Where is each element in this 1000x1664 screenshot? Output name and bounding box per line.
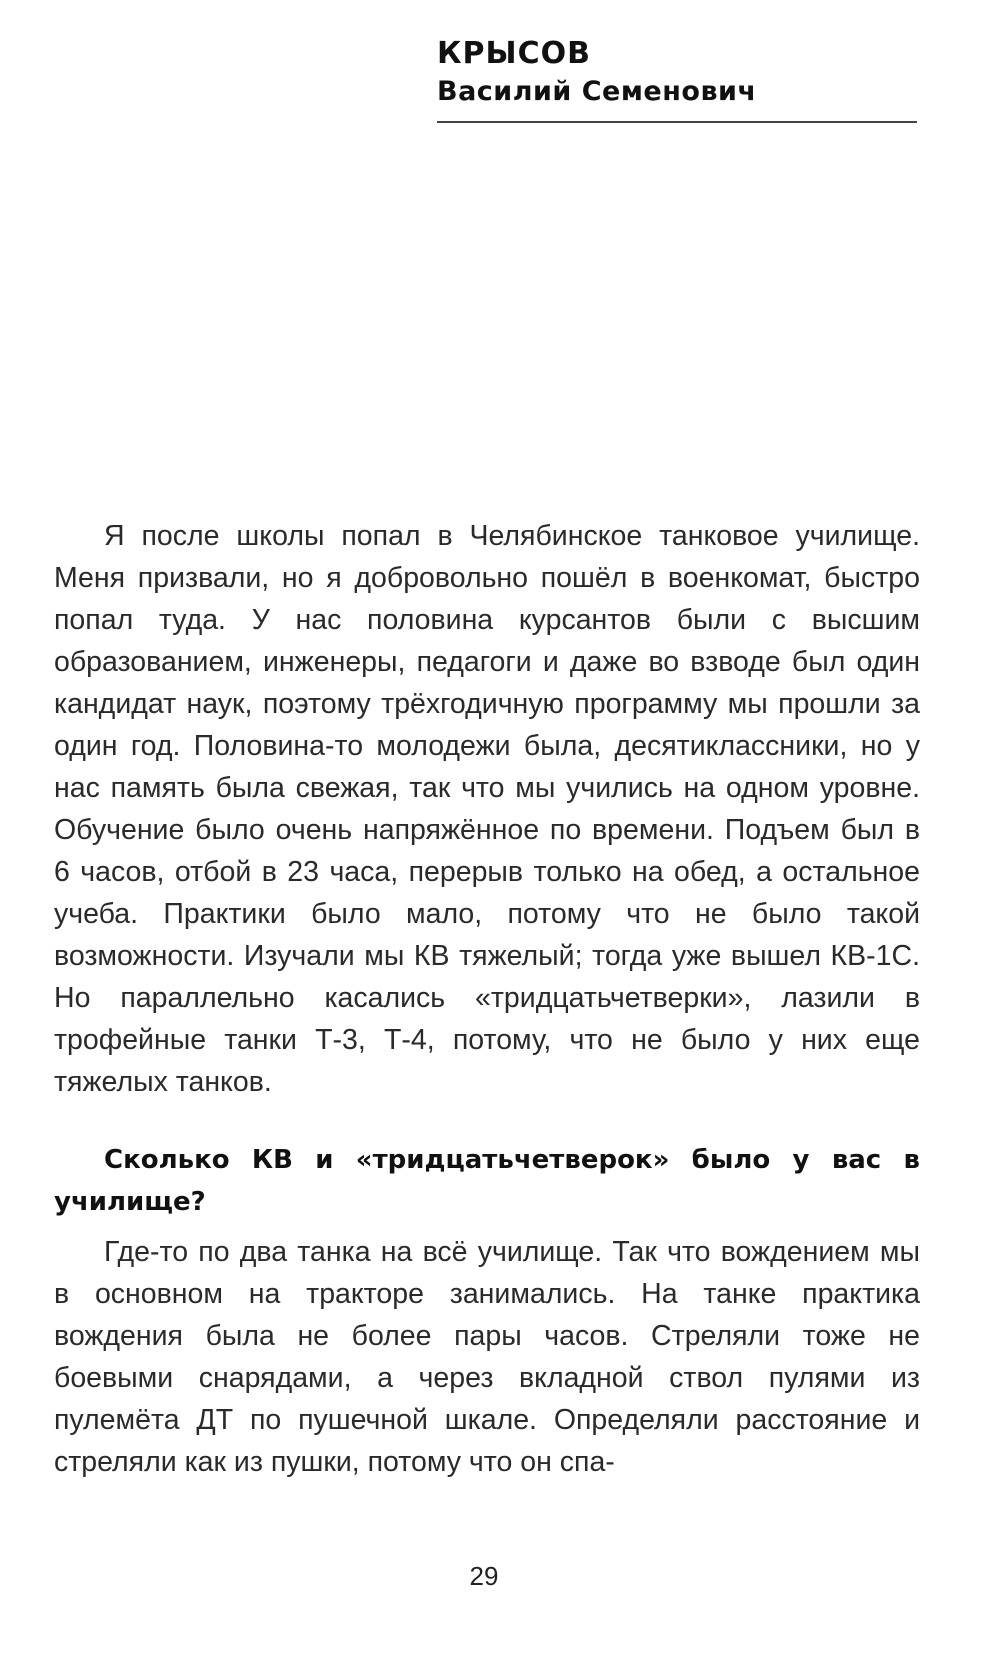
page-number: 29 bbox=[469, 1561, 499, 1591]
interview-question: Сколько КВ и «тридцатьчетверок» было у вас в училище? bbox=[54, 1145, 920, 1217]
body-paragraph: Я после школы попал в Челябинское танковое училище. Меня призвали, но я добровольно пошёл в военкомат, быстро попал туда. У нас половина курсантов были с высшим образованием, инженеры, педагоги и даже во взводе был один кандидат наук, поэтому трёхгодичную программу мы прошли за один год. Половина-то молодежи была, десятиклассники, но у нас память была свежая, так что мы учились на одном уровне. Обучение было очень напряжённое по времени. Подъем был в 6 часов, отбой в 23 часа, перерыв только на обед, а остальное учеба. Практики было мало, потому что не было такой возможности. Изучали мы КВ тяжелый; тогда уже вышел КВ-1С. Но параллельно касались «тридцатьчетверки», лазили в трофейные танки Т-3, Т-4, потому, что не было у них еще тяжелых танков. bbox=[54, 520, 920, 1098]
author-given-names: Василий Семенович bbox=[437, 76, 757, 107]
header-underline bbox=[437, 121, 917, 123]
author-surname: КРЫСОВ bbox=[437, 36, 591, 71]
interview-answer: Где-то по два танка на всё училище. Так что вождением мы в основном на тракторе занимались. На танке практика вождения была не более пары часов. Стреляли тоже не боевыми снарядами, а через вкладной ствол пулями из пулемёта ДТ по пушечной шкале. Определяли расстояние и стреляли как из пушки, потому что он спа- bbox=[54, 1236, 920, 1478]
main-text bbox=[54, 515, 920, 1483]
chapter-header bbox=[437, 34, 917, 123]
